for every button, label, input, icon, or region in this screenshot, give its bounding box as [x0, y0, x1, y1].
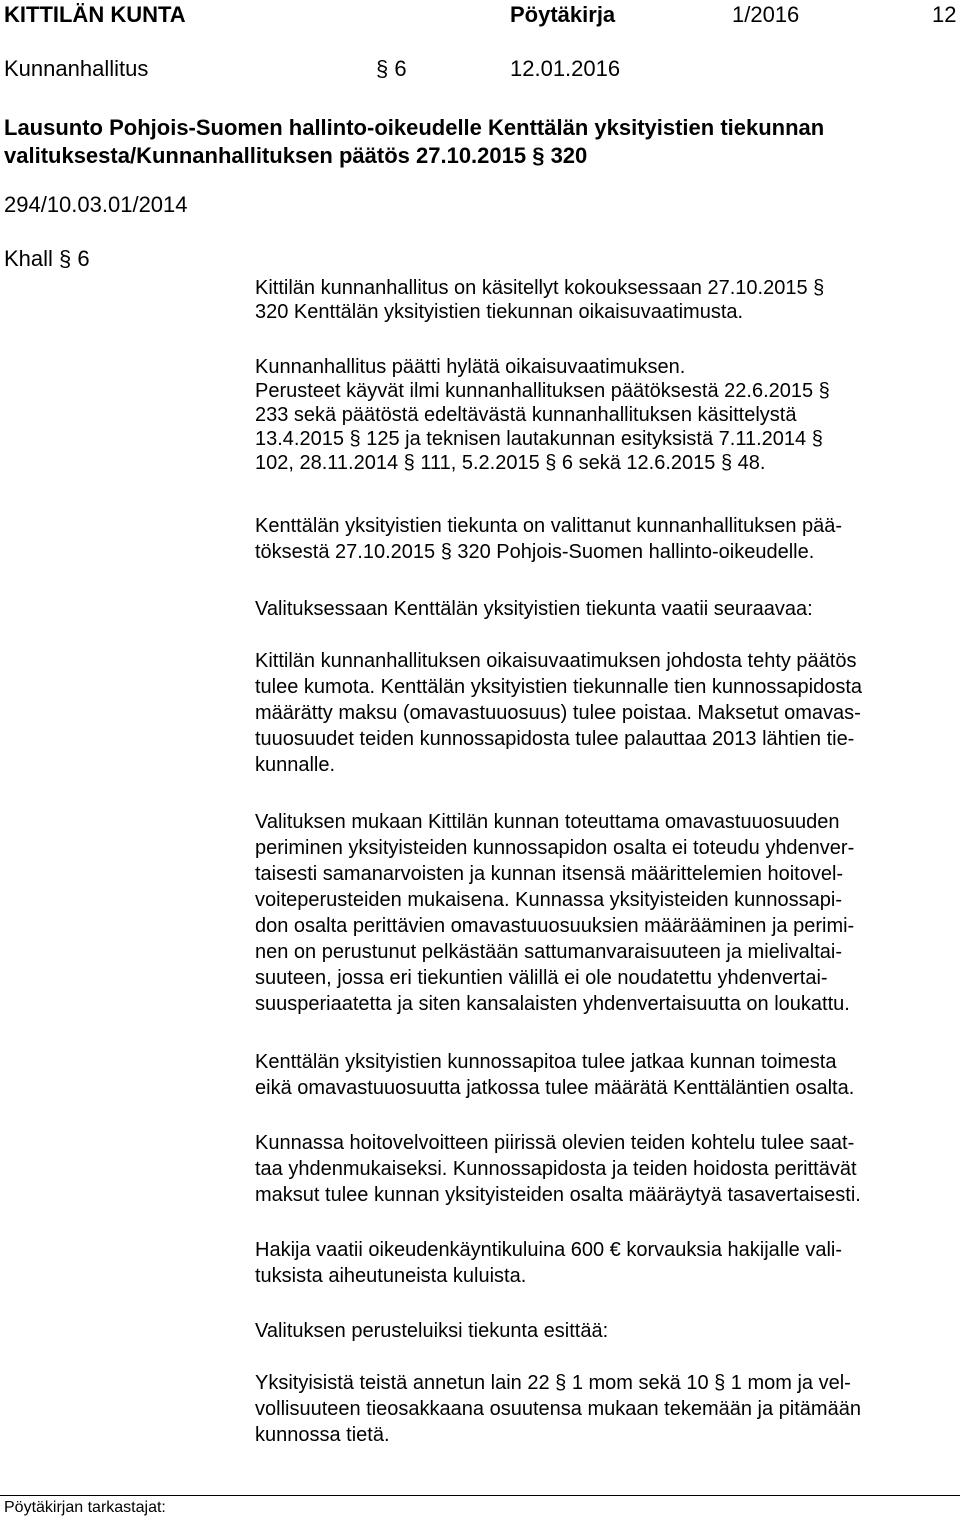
body-paragraph: Valituksen perusteluiksi tiekunta esittää: [255, 1320, 609, 1342]
body-paragraph: Kittilän kunnanhallituksen oikaisuvaatimuksen johdosta tehty päätös tulee kumota. Kenttälän yksityistien tiekunnalle tien kunnossapidosta määrätty maksu (omavastuuosuus) tulee poistaa. Maksetut omavas- tuuosuudet teiden kunnossapidosta tulee palauttaa 2013 lähtien tie- kunnalle. [255, 650, 863, 776]
page-number: 12 [932, 2, 957, 27]
meeting-body: Kunnanhallitus [4, 56, 149, 81]
body-paragraph: Kenttälän yksityistien kunnossapitoa tulee jatkaa kunnan toimesta eikä omavastuuosuutta jatkossa tulee määrätä Kenttäläntien osalta. [255, 1051, 855, 1099]
title-line: Lausunto Pohjois-Suomen hallinto-oikeudelle Kenttälän yksityistien tiekunnan [4, 115, 825, 140]
body-paragraph: Yksityisistä teistä annetun lain 22 § 1 mom sekä 10 § 1 mom ja vel- vollisuuteen tieosakkaana osuutensa mukaan tekemään ja pitämään kunnossa tietä. [255, 1372, 861, 1446]
section-number-value: 6 [394, 56, 407, 81]
section-number: § 6 [376, 56, 407, 81]
footer-label: Pöytäkirjan tarkastajat: [4, 1499, 166, 1516]
title-line: valituksesta/Kunnanhallituksen päätös 27.10.2015 § 320 [4, 143, 588, 168]
body-paragraph: Valituksen mukaan Kittilän kunnan toteuttama omavastuuosuuden periminen yksityisteiden kunnossapidon osalta ei toteudu yhdenver- taisesti samanarvoisten ja kunnan itsensä määrittelemien hoitovel- voiteperusteiden mukaisena. Kunnassa yksityisteiden kunnossapi- don osalta perittävien omavastuuosuuksien määrääminen ja perimi- nen on perustunut pelkästään sattumanvaraisuuteen ja mielivaltai- suuteen, jossa eri tiekuntien välillä ei ole noudatettu yhdenvertai- suusperiaatetta ja siten kansalaisten yhdenvertaisuutta on loukattu. [255, 811, 855, 1015]
body-paragraph: Valituksessaan Kenttälän yksityistien tiekunta vaatii seuraavaa: [255, 598, 813, 620]
footer-divider [0, 1495, 960, 1496]
body-paragraph: Hakija vaatii oikeudenkäyntikuluina 600 € korvauksia hakijalle vali- tuksista aiheutuneista kuluista. [255, 1239, 842, 1287]
meeting-date: 12.01.2016 [510, 56, 621, 81]
document-number: 1/2016 [732, 2, 800, 27]
body-paragraph: Kunnassa hoitovelvoitteen piirissä olevien teiden kohtelu tulee saat- taa yhdenmukaiseksi. Kunnossapidosta ja teiden hoidosta perittävät maksut tulee kunnan yksityisteiden osalta määräytyä tasavertaisesti. [255, 1132, 861, 1206]
intro-paragraph: Kunnanhallitus päätti hylätä oikaisuvaatimuksen. Perusteet käyvät ilmi kunnanhallituksen päätöksestä 22.6.2015 § 233 sekä päätöstä edeltävästä kunnanhallituksen käsittelystä 13.4.2015 § 125 ja teknisen lautakunnan esityksistä 7.11.2014 § 102, 28.11.2014 § 111, 5.2.2015 § 6 sekä 12.6.2015 § 48. [255, 356, 830, 474]
organization-name: KITTILÄN KUNTA [4, 2, 186, 27]
body-paragraph: Kenttälän yksityistien tiekunta on valittanut kunnanhallituksen pää- töksestä 27.10.2015 § 320 Pohjois-Suomen hallinto-oikeudelle. [255, 515, 843, 563]
document-title [4, 114, 824, 170]
section-label: Khall § 6 [4, 246, 90, 271]
intro-paragraph: Kittilän kunnanhallitus on käsitellyt kokouksessaan 27.10.2015 § 320 Kenttälän yksityistien tiekunnan oikaisuvaatimusta. [255, 277, 825, 323]
reference-number: 294/10.03.01/2014 [4, 192, 188, 217]
document-type: Pöytäkirja [510, 2, 616, 27]
